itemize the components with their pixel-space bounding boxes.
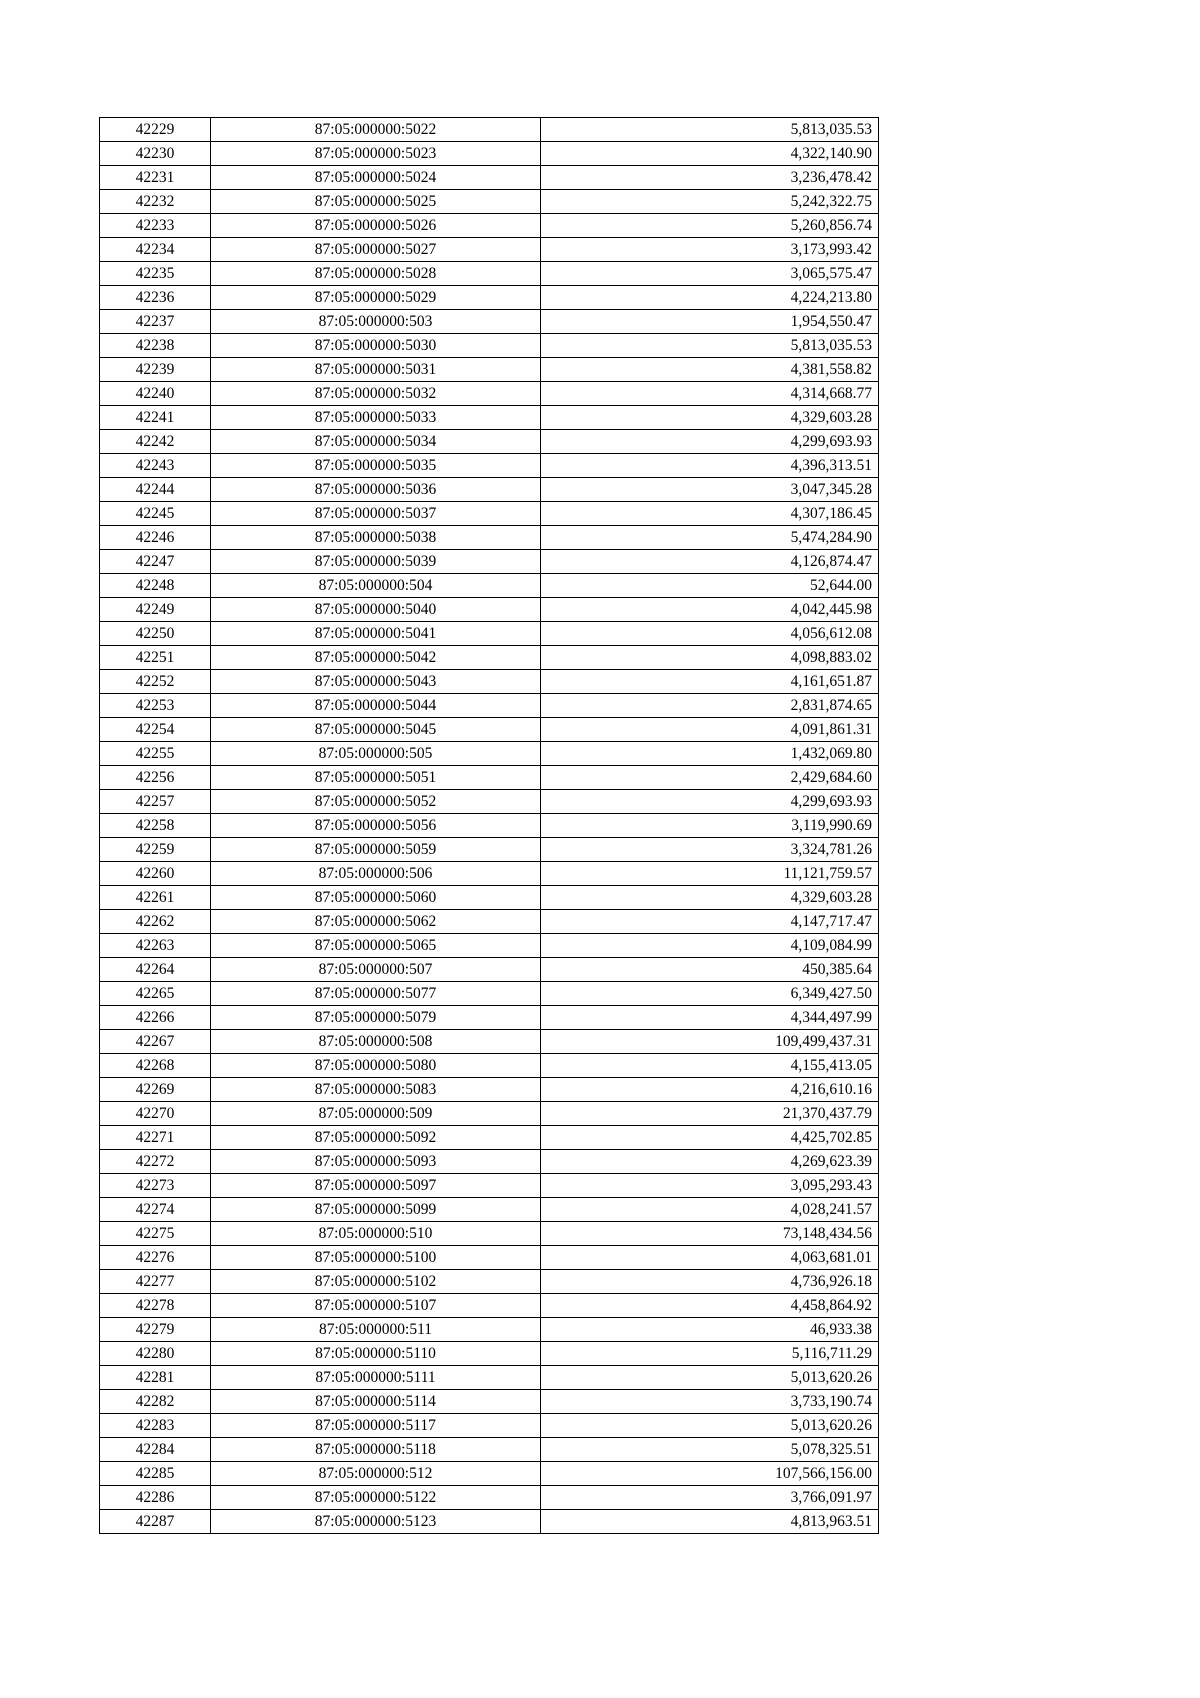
row-number-cell: 42287 xyxy=(100,1510,211,1534)
cadastral-number-cell: 87:05:000000:5062 xyxy=(211,910,541,934)
row-number-cell: 42277 xyxy=(100,1270,211,1294)
row-number-cell: 42265 xyxy=(100,982,211,1006)
row-number-cell: 42243 xyxy=(100,454,211,478)
cadastral-number-cell: 87:05:000000:511 xyxy=(211,1318,541,1342)
cadastral-value-cell: 5,116,711.29 xyxy=(541,1342,879,1366)
cadastral-number-cell: 87:05:000000:5093 xyxy=(211,1150,541,1174)
row-number-cell: 42267 xyxy=(100,1030,211,1054)
table-row xyxy=(100,1174,879,1198)
table-row xyxy=(100,886,879,910)
table-row xyxy=(100,118,879,142)
cadastral-number-cell: 87:05:000000:5092 xyxy=(211,1126,541,1150)
cadastral-value-cell: 4,314,668.77 xyxy=(541,382,879,406)
row-number-cell: 42240 xyxy=(100,382,211,406)
cadastral-number-cell: 87:05:000000:5100 xyxy=(211,1246,541,1270)
cadastral-number-cell: 87:05:000000:5032 xyxy=(211,382,541,406)
cadastral-number-cell: 87:05:000000:504 xyxy=(211,574,541,598)
cadastral-number-cell: 87:05:000000:5077 xyxy=(211,982,541,1006)
row-number-cell: 42285 xyxy=(100,1462,211,1486)
cadastral-value-cell: 2,429,684.60 xyxy=(541,766,879,790)
cadastral-value-cell: 3,733,190.74 xyxy=(541,1390,879,1414)
table-row xyxy=(100,646,879,670)
row-number-cell: 42260 xyxy=(100,862,211,886)
row-number-cell: 42234 xyxy=(100,238,211,262)
cadastral-number-cell: 87:05:000000:5031 xyxy=(211,358,541,382)
cadastral-value-cell: 3,065,575.47 xyxy=(541,262,879,286)
table-row xyxy=(100,862,879,886)
row-number-cell: 42280 xyxy=(100,1342,211,1366)
row-number-cell: 42284 xyxy=(100,1438,211,1462)
cadastral-value-cell: 4,056,612.08 xyxy=(541,622,879,646)
cadastral-number-cell: 87:05:000000:5042 xyxy=(211,646,541,670)
cadastral-number-cell: 87:05:000000:5037 xyxy=(211,502,541,526)
cadastral-number-cell: 87:05:000000:5023 xyxy=(211,142,541,166)
row-number-cell: 42232 xyxy=(100,190,211,214)
row-number-cell: 42261 xyxy=(100,886,211,910)
table-row xyxy=(100,1510,879,1534)
cadastral-value-cell: 4,458,864.92 xyxy=(541,1294,879,1318)
table-row xyxy=(100,1078,879,1102)
table-row xyxy=(100,742,879,766)
cadastral-number-cell: 87:05:000000:5052 xyxy=(211,790,541,814)
cadastral-number-cell: 87:05:000000:503 xyxy=(211,310,541,334)
row-number-cell: 42230 xyxy=(100,142,211,166)
row-number-cell: 42254 xyxy=(100,718,211,742)
table-row xyxy=(100,430,879,454)
row-number-cell: 42238 xyxy=(100,334,211,358)
row-number-cell: 42236 xyxy=(100,286,211,310)
cadastral-value-cell: 4,813,963.51 xyxy=(541,1510,879,1534)
table-row xyxy=(100,334,879,358)
cadastral-number-cell: 87:05:000000:5051 xyxy=(211,766,541,790)
row-number-cell: 42276 xyxy=(100,1246,211,1270)
cadastral-value-cell: 5,013,620.26 xyxy=(541,1414,879,1438)
row-number-cell: 42233 xyxy=(100,214,211,238)
cadastral-value-cell: 5,013,620.26 xyxy=(541,1366,879,1390)
cadastral-value-cell: 4,147,717.47 xyxy=(541,910,879,934)
table-body xyxy=(100,118,879,1534)
cadastral-number-cell: 87:05:000000:5028 xyxy=(211,262,541,286)
table-row xyxy=(100,958,879,982)
table-row xyxy=(100,574,879,598)
table-row xyxy=(100,1438,879,1462)
table-row xyxy=(100,502,879,526)
cadastral-number-cell: 87:05:000000:5045 xyxy=(211,718,541,742)
cadastral-value-cell: 4,161,651.87 xyxy=(541,670,879,694)
row-number-cell: 42264 xyxy=(100,958,211,982)
table-row xyxy=(100,934,879,958)
cadastral-number-cell: 87:05:000000:5038 xyxy=(211,526,541,550)
row-number-cell: 42255 xyxy=(100,742,211,766)
row-number-cell: 42268 xyxy=(100,1054,211,1078)
row-number-cell: 42275 xyxy=(100,1222,211,1246)
table-row xyxy=(100,262,879,286)
table-row xyxy=(100,1318,879,1342)
cadastral-value-cell: 4,109,084.99 xyxy=(541,934,879,958)
row-number-cell: 42263 xyxy=(100,934,211,958)
cadastral-number-cell: 87:05:000000:5083 xyxy=(211,1078,541,1102)
row-number-cell: 42248 xyxy=(100,574,211,598)
cadastral-number-cell: 87:05:000000:5029 xyxy=(211,286,541,310)
cadastral-value-cell: 4,063,681.01 xyxy=(541,1246,879,1270)
cadastral-number-cell: 87:05:000000:5022 xyxy=(211,118,541,142)
table-row xyxy=(100,814,879,838)
cadastral-number-cell: 87:05:000000:505 xyxy=(211,742,541,766)
cadastral-number-cell: 87:05:000000:5097 xyxy=(211,1174,541,1198)
cadastral-value-cell: 4,269,623.39 xyxy=(541,1150,879,1174)
cadastral-number-cell: 87:05:000000:5044 xyxy=(211,694,541,718)
table-row xyxy=(100,286,879,310)
cadastral-number-cell: 87:05:000000:5033 xyxy=(211,406,541,430)
cadastral-value-cell: 4,299,693.93 xyxy=(541,790,879,814)
cadastral-value-cell: 4,155,413.05 xyxy=(541,1054,879,1078)
row-number-cell: 42235 xyxy=(100,262,211,286)
row-number-cell: 42274 xyxy=(100,1198,211,1222)
table-row xyxy=(100,838,879,862)
row-number-cell: 42283 xyxy=(100,1414,211,1438)
cadastral-value-cell: 3,119,990.69 xyxy=(541,814,879,838)
row-number-cell: 42249 xyxy=(100,598,211,622)
row-number-cell: 42286 xyxy=(100,1486,211,1510)
cadastral-number-cell: 87:05:000000:5099 xyxy=(211,1198,541,1222)
row-number-cell: 42251 xyxy=(100,646,211,670)
cadastral-value-cell: 2,831,874.65 xyxy=(541,694,879,718)
cadastral-value-cell: 109,499,437.31 xyxy=(541,1030,879,1054)
table-row xyxy=(100,790,879,814)
cadastral-value-cell: 4,396,313.51 xyxy=(541,454,879,478)
row-number-cell: 42231 xyxy=(100,166,211,190)
row-number-cell: 42270 xyxy=(100,1102,211,1126)
cadastral-value-cell: 46,933.38 xyxy=(541,1318,879,1342)
row-number-cell: 42281 xyxy=(100,1366,211,1390)
cadastral-value-cell: 3,236,478.42 xyxy=(541,166,879,190)
cadastral-value-cell: 1,432,069.80 xyxy=(541,742,879,766)
cadastral-value-cell: 4,091,861.31 xyxy=(541,718,879,742)
cadastral-number-cell: 87:05:000000:5065 xyxy=(211,934,541,958)
cadastral-value-table xyxy=(99,117,879,1534)
cadastral-number-cell: 87:05:000000:507 xyxy=(211,958,541,982)
cadastral-number-cell: 87:05:000000:5035 xyxy=(211,454,541,478)
table-row xyxy=(100,598,879,622)
cadastral-value-cell: 11,121,759.57 xyxy=(541,862,879,886)
table-row xyxy=(100,1006,879,1030)
row-number-cell: 42256 xyxy=(100,766,211,790)
cadastral-value-cell: 4,307,186.45 xyxy=(541,502,879,526)
cadastral-number-cell: 87:05:000000:5026 xyxy=(211,214,541,238)
table-row xyxy=(100,718,879,742)
cadastral-value-cell: 73,148,434.56 xyxy=(541,1222,879,1246)
table-row xyxy=(100,382,879,406)
cadastral-number-cell: 87:05:000000:5079 xyxy=(211,1006,541,1030)
table-row xyxy=(100,1486,879,1510)
table-row xyxy=(100,1222,879,1246)
cadastral-number-cell: 87:05:000000:5040 xyxy=(211,598,541,622)
row-number-cell: 42246 xyxy=(100,526,211,550)
cadastral-value-cell: 5,813,035.53 xyxy=(541,118,879,142)
cadastral-number-cell: 87:05:000000:5110 xyxy=(211,1342,541,1366)
cadastral-value-cell: 3,173,993.42 xyxy=(541,238,879,262)
table-row xyxy=(100,1102,879,1126)
row-number-cell: 42252 xyxy=(100,670,211,694)
table-row xyxy=(100,1270,879,1294)
cadastral-number-cell: 87:05:000000:5111 xyxy=(211,1366,541,1390)
cadastral-value-cell: 21,370,437.79 xyxy=(541,1102,879,1126)
table-row xyxy=(100,214,879,238)
row-number-cell: 42239 xyxy=(100,358,211,382)
cadastral-value-cell: 4,098,883.02 xyxy=(541,646,879,670)
row-number-cell: 42278 xyxy=(100,1294,211,1318)
cadastral-number-cell: 87:05:000000:5123 xyxy=(211,1510,541,1534)
cadastral-number-cell: 87:05:000000:5030 xyxy=(211,334,541,358)
table-row xyxy=(100,766,879,790)
cadastral-value-cell: 3,324,781.26 xyxy=(541,838,879,862)
cadastral-value-cell: 4,322,140.90 xyxy=(541,142,879,166)
cadastral-value-cell: 4,299,693.93 xyxy=(541,430,879,454)
row-number-cell: 42282 xyxy=(100,1390,211,1414)
table-row xyxy=(100,526,879,550)
row-number-cell: 42279 xyxy=(100,1318,211,1342)
cadastral-number-cell: 87:05:000000:506 xyxy=(211,862,541,886)
table-row xyxy=(100,238,879,262)
cadastral-value-cell: 5,260,856.74 xyxy=(541,214,879,238)
cadastral-value-cell: 4,329,603.28 xyxy=(541,406,879,430)
cadastral-number-cell: 87:05:000000:5043 xyxy=(211,670,541,694)
row-number-cell: 42237 xyxy=(100,310,211,334)
cadastral-value-cell: 4,329,603.28 xyxy=(541,886,879,910)
table-row xyxy=(100,694,879,718)
row-number-cell: 42258 xyxy=(100,814,211,838)
cadastral-number-cell: 87:05:000000:5060 xyxy=(211,886,541,910)
cadastral-value-cell: 5,813,035.53 xyxy=(541,334,879,358)
row-number-cell: 42266 xyxy=(100,1006,211,1030)
row-number-cell: 42253 xyxy=(100,694,211,718)
table-row xyxy=(100,1294,879,1318)
table-row xyxy=(100,910,879,934)
table-row xyxy=(100,550,879,574)
cadastral-number-cell: 87:05:000000:5102 xyxy=(211,1270,541,1294)
table-row xyxy=(100,1030,879,1054)
row-number-cell: 42244 xyxy=(100,478,211,502)
cadastral-value-cell: 4,224,213.80 xyxy=(541,286,879,310)
table-row xyxy=(100,166,879,190)
table-row xyxy=(100,1126,879,1150)
cadastral-number-cell: 87:05:000000:5122 xyxy=(211,1486,541,1510)
table-row xyxy=(100,1390,879,1414)
cadastral-number-cell: 87:05:000000:5107 xyxy=(211,1294,541,1318)
cadastral-value-cell: 3,047,345.28 xyxy=(541,478,879,502)
row-number-cell: 42245 xyxy=(100,502,211,526)
table-row xyxy=(100,1246,879,1270)
table-row xyxy=(100,670,879,694)
cadastral-value-cell: 4,736,926.18 xyxy=(541,1270,879,1294)
row-number-cell: 42247 xyxy=(100,550,211,574)
cadastral-number-cell: 87:05:000000:509 xyxy=(211,1102,541,1126)
cadastral-number-cell: 87:05:000000:5117 xyxy=(211,1414,541,1438)
cadastral-value-cell: 4,381,558.82 xyxy=(541,358,879,382)
table-row xyxy=(100,1366,879,1390)
row-number-cell: 42259 xyxy=(100,838,211,862)
cadastral-number-cell: 87:05:000000:5114 xyxy=(211,1390,541,1414)
cadastral-value-cell: 5,078,325.51 xyxy=(541,1438,879,1462)
cadastral-number-cell: 87:05:000000:5118 xyxy=(211,1438,541,1462)
table-row xyxy=(100,142,879,166)
cadastral-value-cell: 3,766,091.97 xyxy=(541,1486,879,1510)
row-number-cell: 42229 xyxy=(100,118,211,142)
cadastral-value-cell: 4,042,445.98 xyxy=(541,598,879,622)
table-row xyxy=(100,478,879,502)
table-row xyxy=(100,1462,879,1486)
cadastral-number-cell: 87:05:000000:5039 xyxy=(211,550,541,574)
cadastral-number-cell: 87:05:000000:508 xyxy=(211,1030,541,1054)
cadastral-number-cell: 87:05:000000:5041 xyxy=(211,622,541,646)
table-row xyxy=(100,190,879,214)
table-row xyxy=(100,310,879,334)
cadastral-value-cell: 5,242,322.75 xyxy=(541,190,879,214)
table-row xyxy=(100,622,879,646)
cadastral-value-cell: 5,474,284.90 xyxy=(541,526,879,550)
table-row xyxy=(100,454,879,478)
cadastral-value-cell: 4,216,610.16 xyxy=(541,1078,879,1102)
row-number-cell: 42271 xyxy=(100,1126,211,1150)
row-number-cell: 42262 xyxy=(100,910,211,934)
row-number-cell: 42272 xyxy=(100,1150,211,1174)
cadastral-value-cell: 450,385.64 xyxy=(541,958,879,982)
table-row xyxy=(100,1414,879,1438)
table-row xyxy=(100,1054,879,1078)
cadastral-value-cell: 1,954,550.47 xyxy=(541,310,879,334)
table-row xyxy=(100,358,879,382)
cadastral-number-cell: 87:05:000000:510 xyxy=(211,1222,541,1246)
cadastral-value-cell: 4,126,874.47 xyxy=(541,550,879,574)
cadastral-value-cell: 107,566,156.00 xyxy=(541,1462,879,1486)
row-number-cell: 42257 xyxy=(100,790,211,814)
table-row xyxy=(100,1342,879,1366)
cadastral-number-cell: 87:05:000000:5059 xyxy=(211,838,541,862)
cadastral-number-cell: 87:05:000000:5025 xyxy=(211,190,541,214)
table-row xyxy=(100,406,879,430)
cadastral-number-cell: 87:05:000000:5024 xyxy=(211,166,541,190)
table-row xyxy=(100,1150,879,1174)
cadastral-value-cell: 6,349,427.50 xyxy=(541,982,879,1006)
cadastral-number-cell: 87:05:000000:512 xyxy=(211,1462,541,1486)
row-number-cell: 42242 xyxy=(100,430,211,454)
table-row xyxy=(100,982,879,1006)
cadastral-value-cell: 52,644.00 xyxy=(541,574,879,598)
table-row xyxy=(100,1198,879,1222)
cadastral-number-cell: 87:05:000000:5034 xyxy=(211,430,541,454)
cadastral-number-cell: 87:05:000000:5080 xyxy=(211,1054,541,1078)
cadastral-number-cell: 87:05:000000:5056 xyxy=(211,814,541,838)
cadastral-value-cell: 4,425,702.85 xyxy=(541,1126,879,1150)
row-number-cell: 42241 xyxy=(100,406,211,430)
row-number-cell: 42250 xyxy=(100,622,211,646)
cadastral-number-cell: 87:05:000000:5027 xyxy=(211,238,541,262)
cadastral-value-cell: 4,028,241.57 xyxy=(541,1198,879,1222)
cadastral-value-cell: 4,344,497.99 xyxy=(541,1006,879,1030)
row-number-cell: 42273 xyxy=(100,1174,211,1198)
cadastral-value-cell: 3,095,293.43 xyxy=(541,1174,879,1198)
row-number-cell: 42269 xyxy=(100,1078,211,1102)
cadastral-number-cell: 87:05:000000:5036 xyxy=(211,478,541,502)
